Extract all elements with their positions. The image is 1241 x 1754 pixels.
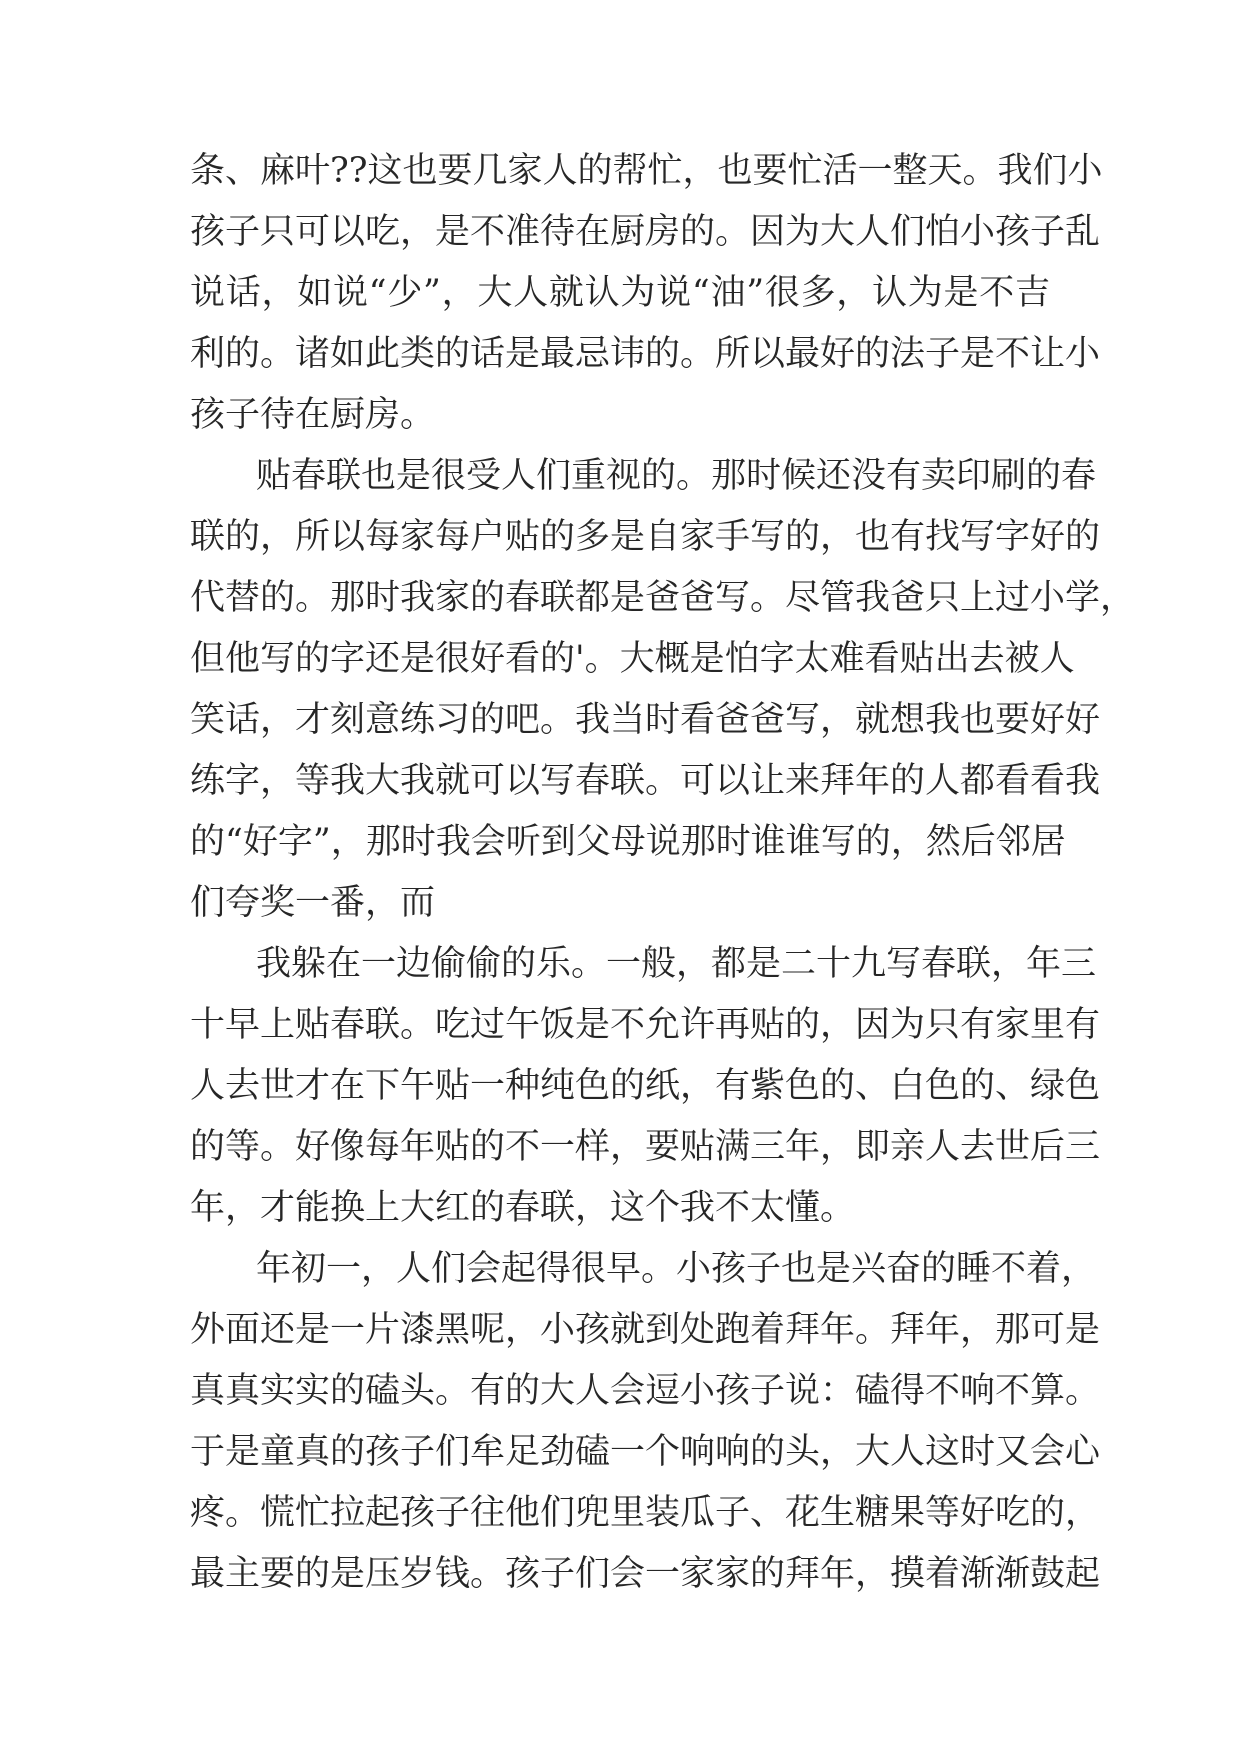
text-line: 真真实实的磕头。有的大人会逗小孩子说：磕得不响不算。 <box>190 1371 1101 1411</box>
text-line: 笑话，才刻意练习的吧。我当时看爸爸写，就想我也要好好 <box>190 700 1101 740</box>
text-line: 说话，如说“少”，大人就认为说“油”很多，认为是不吉 <box>190 273 1050 313</box>
text-line: 外面还是一片漆黑呢，小孩就到处跑着拜年。拜年，那可是 <box>190 1310 1101 1350</box>
text-line: 的“好字”，那时我会听到父母说那时谁谁写的，然后邻居 <box>190 822 1066 862</box>
text-line: 疼。慌忙拉起孩子往他们兜里装瓜子、花生糖果等好吃的， <box>190 1493 1101 1533</box>
text-line: 的等。好像每年贴的不一样，要贴满三年，即亲人去世后三 <box>190 1127 1101 1167</box>
text-line: 孩子只可以吃，是不准待在厨房的。因为大人们怕小孩子乱 <box>190 212 1101 252</box>
body-text <box>190 141 1136 1605</box>
text-line: 于是童真的孩子们牟足劲磕一个响响的头，大人这时又会心 <box>190 1432 1101 1472</box>
text-line: 我躲在一边偷偷的乐。一般，都是二十九写春联，年三 <box>256 944 1097 984</box>
text-line: 联的，所以每家每户贴的多是自家手写的，也有找写字好的 <box>190 517 1101 557</box>
text-line: 十早上贴春联。吃过午饭是不允许再贴的，因为只有家里有 <box>190 1005 1101 1045</box>
text-line: 条、麻叶??这也要几家人的帮忙，也要忙活一整天。我们小 <box>190 151 1103 191</box>
text-line: 们夸奖一番，而 <box>190 883 436 923</box>
text-line: 人去世才在下午贴一种纯色的纸，有紫色的、白色的、绿色 <box>190 1066 1101 1106</box>
text-line: 最主要的是压岁钱。孩子们会一家家的拜年，摸着渐渐鼓起 <box>190 1554 1101 1594</box>
text-line: 利的。诸如此类的话是最忌讳的。所以最好的法子是不让小 <box>190 334 1101 374</box>
text-line: 年，才能换上大红的春联，这个我不太懂。 <box>190 1188 856 1228</box>
text-line: 年初一，人们会起得很早。小孩子也是兴奋的睡不着， <box>256 1249 1097 1289</box>
text-line: 但他写的字还是很好看的'。大概是怕字太难看贴出去被人 <box>190 639 1075 679</box>
text-line: 代替的。那时我家的春联都是爸爸写。尽管我爸只上过小学， <box>190 578 1136 618</box>
text-line: 贴春联也是很受人们重视的。那时候还没有卖印刷的春 <box>256 456 1097 496</box>
text-line: 练字，等我大我就可以写春联。可以让来拜年的人都看看我 <box>190 761 1101 801</box>
text-line: 孩子待在厨房。 <box>190 395 436 435</box>
